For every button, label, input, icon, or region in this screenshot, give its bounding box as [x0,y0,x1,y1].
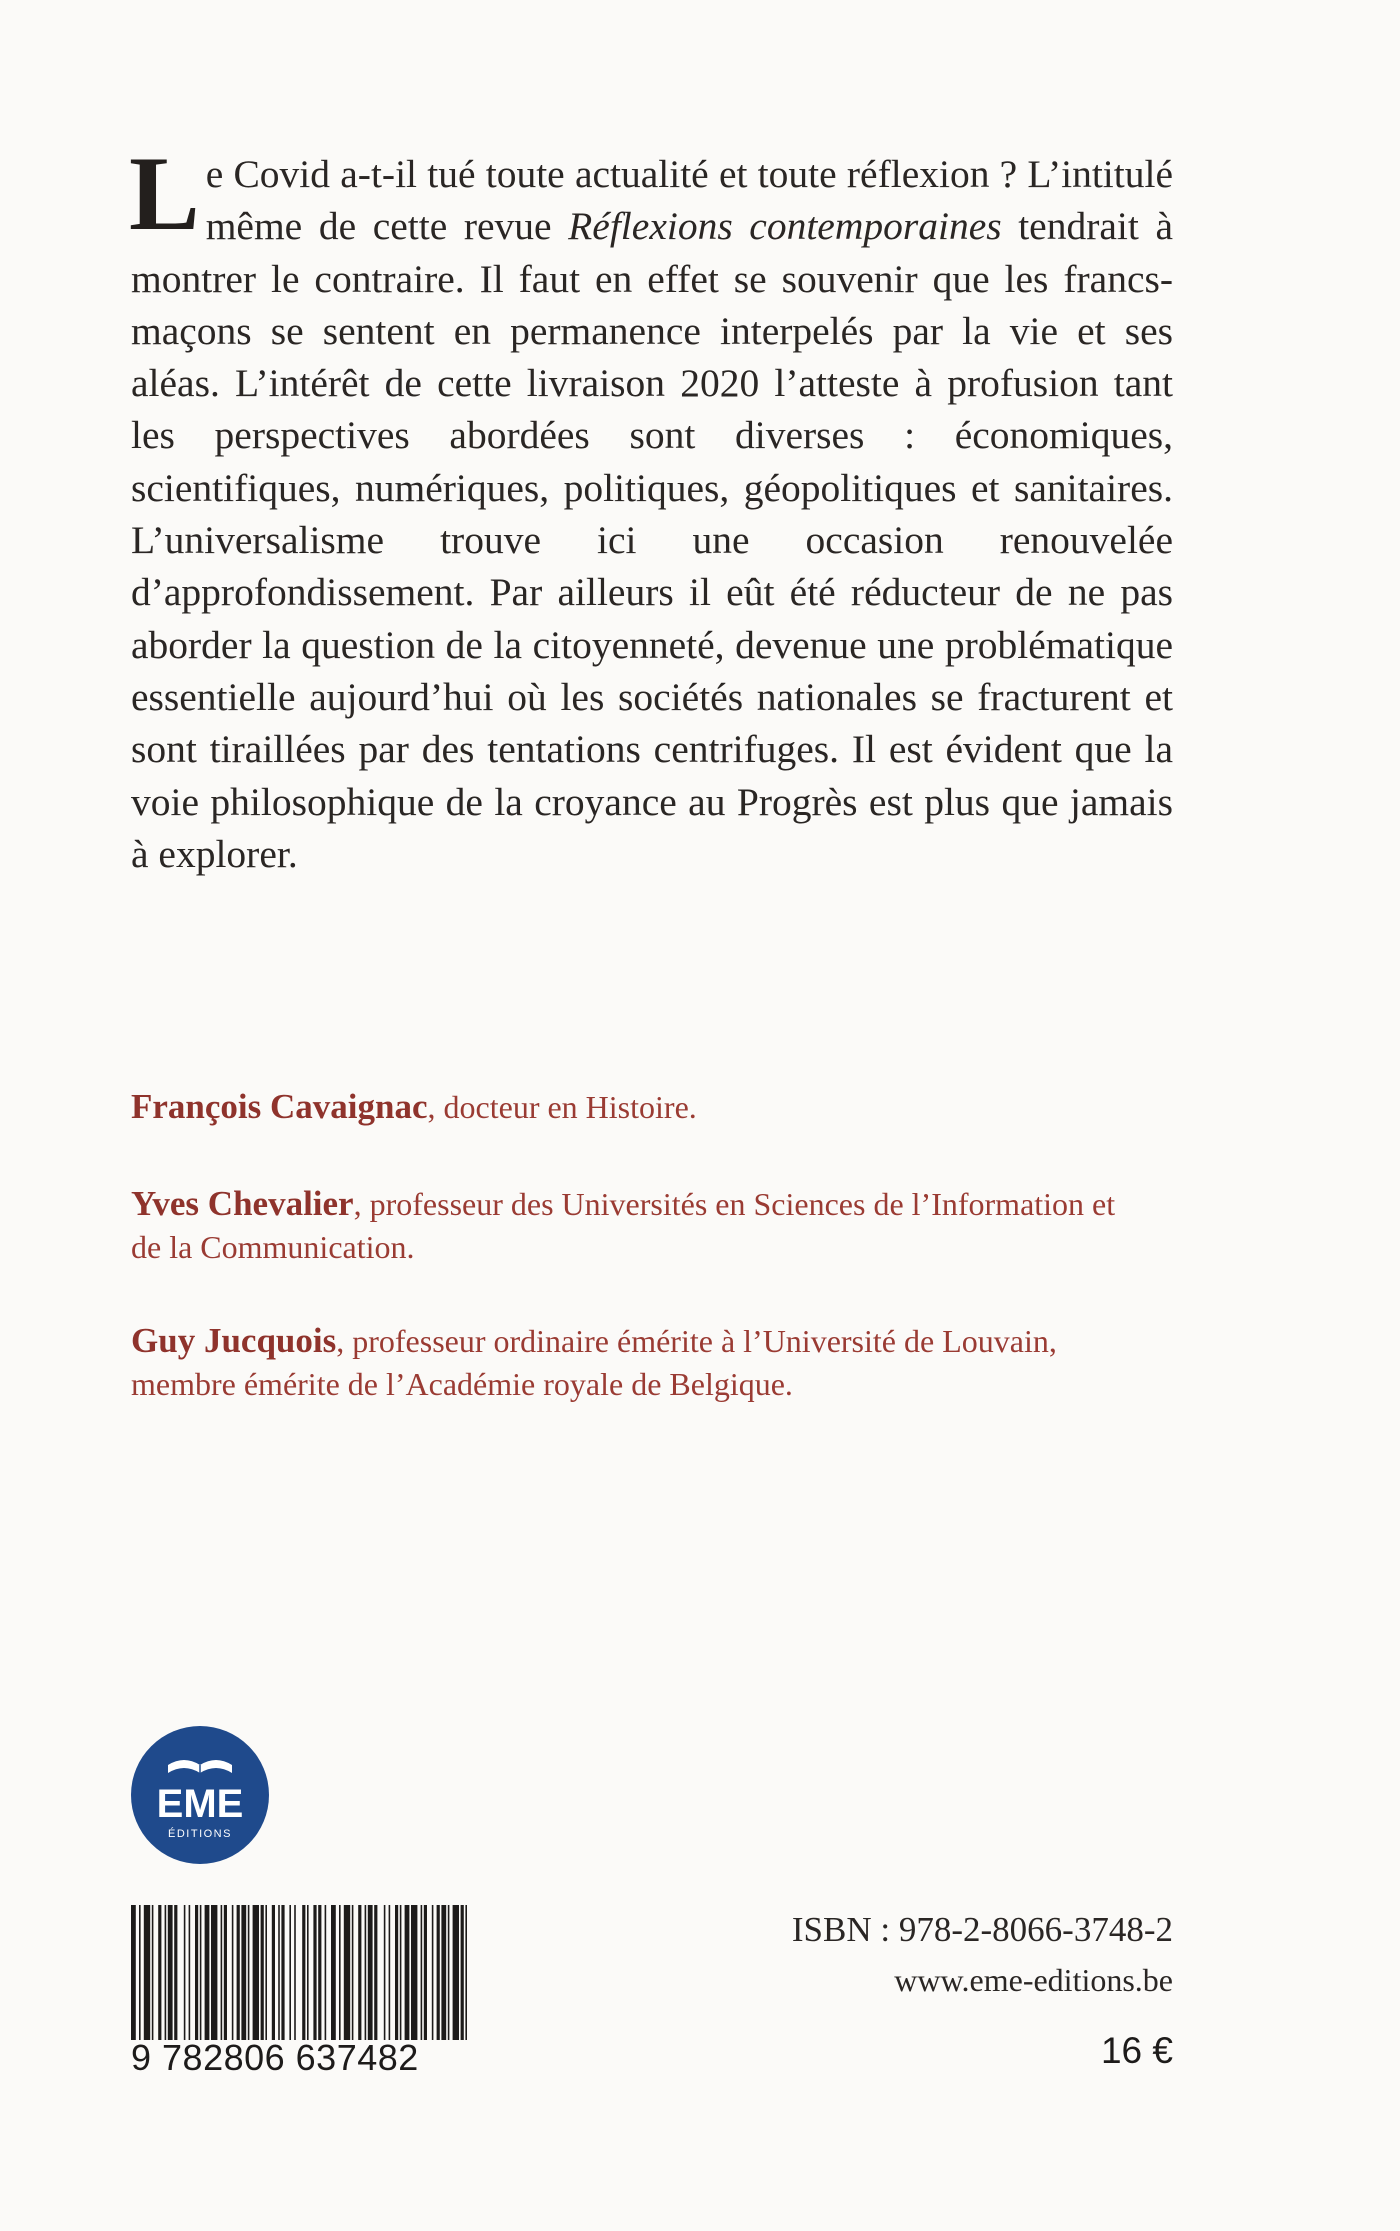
blurb-text-rest: tendrait à montrer le contraire. Il faut en effet se souvenir que les francs-maçons se sentent en permanence interpelés par la vie et ses aléas. L’intérêt de cette livraison 2020 l’atteste à profusion tant les perspectives abordées sont diverses : économiques, scientifiques, numériques, politiques, géopolitiques et sanitaires. L’universalisme trouve ici une occasion renouvelée d’approfondissement. Par ailleurs il eût été réducteur de ne pas aborder la question de la citoyenneté, devenue une problématique essentielle aujourd’hui où les sociétés nationales se fracturent et sont tiraillées par des tentations centrifuges. Il est évident que la voie philosophique de la croyance au Progrès est plus que jamais à explorer. [131,204,1173,876]
isbn: ISBN : 978-2-8066-3748-2 [791,1910,1173,1949]
author-description: , professeur ordinaire émérite à l’Université de Louvain, membre émérite de l’Académie royale de Belgique. [131,1323,1057,1402]
author-name: François Cavaignac [131,1087,428,1126]
journal-title: Réflexions contemporaines [568,204,1002,249]
drop-cap: L [129,135,200,252]
author-name: Guy Jucquois [131,1321,337,1360]
back-cover-blurb [129,135,1173,880]
author-entry [131,1182,1131,1269]
logo-text: EME [156,1782,244,1826]
author-name: Yves Chevalier [131,1184,354,1223]
barcode-bars [131,1905,469,2040]
author-description: , professeur des Universités en Sciences de l’Information et de la Communication. [131,1186,1116,1265]
blurb-text-start: e Covid a-t-il tué toute actualité et toute réflexion ? L’intitulé même de cette revue [205,152,1173,249]
author-entry [131,1085,1131,1129]
logo-subtext: ÉDITIONS [168,1828,232,1840]
barcode [131,1905,469,2080]
price: 16 € [1100,2030,1173,2071]
author-entry [131,1319,1131,1406]
publisher-website: www.eme-editions.be [894,1962,1173,1998]
barcode-digits: 9 782806 637482 [131,2037,419,2078]
author-description: , docteur en Histoire. [427,1089,697,1125]
eme-editions-logo [130,1725,270,1865]
